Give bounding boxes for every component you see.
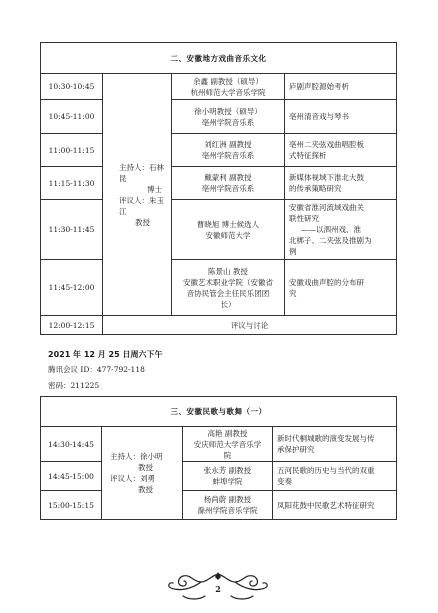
speaker-name: 高艳 副教授 bbox=[207, 428, 248, 438]
topic-cell bbox=[285, 74, 397, 100]
speaker-affiliation: 蚌埠学院 bbox=[212, 477, 243, 486]
section2-table bbox=[40, 396, 397, 520]
time-cell: 11:30-11:45 bbox=[41, 200, 103, 260]
meeting-password: 密码：211225 bbox=[48, 381, 100, 390]
topic-cell bbox=[285, 260, 397, 316]
topic-text: 新时代桐城歌的演变发展与传 bbox=[277, 434, 375, 443]
time-cell: 15:00-15:15 bbox=[41, 491, 102, 520]
section1-title: 二、安徽地方戏曲音乐文化 bbox=[41, 43, 397, 74]
topic-text: 亳州清音戏与琴书 bbox=[289, 112, 349, 121]
topic-text: 北梆子、二夹弦及推剧为 bbox=[289, 236, 372, 245]
topic-text: 究 bbox=[289, 288, 297, 298]
topic-cell bbox=[285, 200, 397, 260]
reviewer-title: 教授 bbox=[138, 485, 153, 494]
speaker-affiliation: 亳州学院音乐系 bbox=[201, 151, 255, 160]
time-cell: 11:15-11:30 bbox=[41, 167, 103, 200]
host-line: 主持人：石林昆 bbox=[119, 162, 164, 183]
topic-cell bbox=[285, 167, 397, 200]
speaker-affiliation: 滁州学院音乐学院 bbox=[197, 506, 258, 515]
section1-table bbox=[40, 42, 397, 335]
speaker-affiliation: 安徽师范大学 bbox=[205, 230, 251, 240]
topic-text: 新媒体视域下淮北大鼓 bbox=[289, 173, 364, 182]
speaker-affiliation: 安徽艺术职业学院（安徽省 bbox=[183, 277, 273, 287]
speaker-cell bbox=[183, 462, 273, 491]
speaker-cell bbox=[183, 491, 273, 520]
speaker-cell bbox=[172, 260, 285, 316]
footer-ornament bbox=[163, 570, 273, 602]
table-row bbox=[41, 491, 397, 520]
topic-cell bbox=[273, 491, 397, 520]
meeting-title: 2021 年 12 月 25 日周六下午 bbox=[48, 350, 163, 359]
table-row bbox=[41, 134, 397, 167]
reviewer-title: 教授 bbox=[135, 217, 150, 227]
host-line: 主持人：徐小明 bbox=[110, 452, 163, 461]
time-cell: 14:45-15:00 bbox=[41, 462, 102, 491]
table-row bbox=[41, 74, 397, 100]
time-cell: 10:30-10:45 bbox=[41, 74, 103, 100]
time-cell: 11:00-11:15 bbox=[41, 134, 103, 167]
topic-text: ——以泗州戏、淮 bbox=[301, 225, 361, 234]
speaker-name: 曹晓旭 博士候选人 bbox=[196, 219, 260, 229]
topic-text: 安徽省淮河流域戏曲关 bbox=[289, 203, 364, 212]
host-cell bbox=[103, 74, 172, 316]
speaker-name: 戴蒙利 副教授 bbox=[204, 173, 252, 182]
topic-text: 例 bbox=[289, 247, 297, 256]
speaker-affiliation: 杭州师范大学音乐学院 bbox=[190, 87, 266, 97]
topic-text: 联性研究 bbox=[289, 214, 319, 223]
table-row bbox=[41, 260, 397, 316]
topic-cell bbox=[273, 427, 397, 462]
table-row bbox=[41, 200, 397, 260]
topic-text: 安徽戏曲声腔的分布研 bbox=[289, 277, 364, 287]
speaker-cell bbox=[172, 134, 285, 167]
page-number: 2 bbox=[215, 584, 221, 594]
topic-text: 承保护研究 bbox=[277, 445, 315, 454]
table-row bbox=[41, 100, 397, 134]
time-cell: 14:30-14:45 bbox=[41, 427, 102, 462]
host-cell bbox=[102, 427, 183, 520]
discussion-cell: 评议与讨论 bbox=[103, 316, 397, 335]
reviewer-line: 评议人：刘勇 bbox=[110, 474, 155, 483]
topic-text: 五河民歌的历史与当代的双重 bbox=[277, 466, 375, 475]
topic-text: 变奏 bbox=[277, 477, 292, 486]
speaker-affiliation: 安庆师范大学音乐学 bbox=[193, 439, 262, 449]
speaker-cell bbox=[172, 167, 285, 200]
speaker-affiliation: 长） bbox=[220, 299, 236, 309]
topic-text: 亳州二夹弦戏曲唱腔板 bbox=[289, 140, 364, 149]
speaker-cell bbox=[183, 427, 273, 462]
topic-text: 的传承策略研究 bbox=[289, 184, 342, 193]
meeting-id: 腾讯会议 ID：477-792-118 bbox=[48, 365, 145, 374]
speaker-name: 余鑫 副教授（硕导） bbox=[193, 76, 263, 86]
speaker-name: 张永芳 副教授 bbox=[203, 466, 252, 475]
speaker-affiliation: 亳州学院音乐系 bbox=[201, 117, 255, 127]
time-cell: 12:00-12:15 bbox=[41, 316, 103, 335]
speaker-cell bbox=[172, 74, 285, 100]
topic-cell bbox=[285, 134, 397, 167]
section2-title: 三、安徽民歌与歌舞（一） bbox=[41, 397, 397, 427]
topic-text: 凤阳花鼓中民歌艺术特征研究 bbox=[277, 500, 375, 510]
table-row bbox=[41, 316, 397, 335]
topic-cell bbox=[273, 462, 397, 491]
time-cell: 11:45-12:00 bbox=[41, 260, 103, 316]
topic-text: 式特征探析 bbox=[289, 151, 327, 160]
speaker-name: 刘红洲 副教授 bbox=[204, 140, 252, 149]
speaker-cell bbox=[172, 100, 285, 134]
topic-text: 庐剧声腔源始考析 bbox=[289, 82, 349, 91]
host-title: 博士 bbox=[147, 184, 162, 194]
time-cell: 10:45-11:00 bbox=[41, 100, 103, 134]
speaker-name: 徐小明教授（硕导） bbox=[194, 106, 262, 116]
table-row bbox=[41, 167, 397, 200]
speaker-name: 杨尚蔚 副教授 bbox=[203, 495, 252, 504]
speaker-affiliation: 院 bbox=[223, 450, 232, 460]
speaker-affiliation: 音协民管会主任民乐团团 bbox=[186, 288, 270, 298]
speaker-affiliation: 亳州学院音乐系 bbox=[201, 184, 255, 193]
table-row bbox=[41, 462, 397, 491]
speaker-cell bbox=[172, 200, 285, 260]
reviewer-line: 评议人：朱玉江 bbox=[119, 195, 164, 216]
table-row bbox=[41, 427, 397, 462]
speaker-name: 陈景山 教授 bbox=[208, 266, 248, 276]
topic-cell bbox=[285, 100, 397, 134]
host-title: 教授 bbox=[138, 463, 153, 472]
